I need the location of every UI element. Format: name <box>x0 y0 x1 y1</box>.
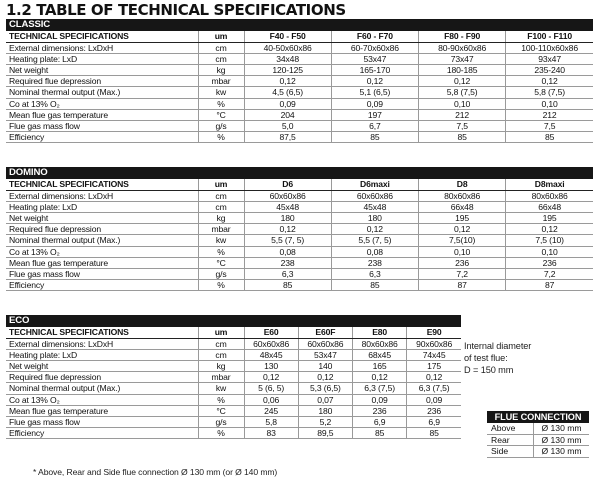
spec-label: Efficiency <box>6 428 198 439</box>
spec-label: Nominal thermal output (Max.) <box>6 87 198 98</box>
spec-label: Efficiency <box>6 280 198 291</box>
spec-value: 0,12 <box>298 372 352 383</box>
table-row <box>6 224 593 235</box>
header-label: TECHNICAL SPECIFICATIONS <box>6 327 198 339</box>
table-row <box>6 428 461 439</box>
flue-connection-table <box>487 423 589 458</box>
spec-value: 0,12 <box>244 372 298 383</box>
test-flue-note-line: of test flue: <box>464 353 508 364</box>
spec-value: 5,0 <box>244 120 331 131</box>
spec-value: 236 <box>353 405 407 416</box>
spec-label: Flue gas mass flow <box>6 416 198 427</box>
spec-value: 175 <box>407 360 461 371</box>
spec-value: 180 <box>331 212 418 223</box>
page-title: 1.2 TABLE OF TECHNICAL SPECIFICATIONS <box>6 1 346 19</box>
spec-label: Heating plate: LxD <box>6 349 198 360</box>
spec-value: 89,5 <box>298 428 352 439</box>
table-row <box>6 416 461 427</box>
spec-value: 4,5 (6,5) <box>244 87 331 98</box>
model-column-header: E90 <box>407 327 461 339</box>
section-title-row <box>6 315 461 327</box>
spec-unit: cm <box>198 190 244 201</box>
model-column-header: D8maxi <box>506 179 593 191</box>
table-row <box>6 383 461 394</box>
spec-value: 85 <box>506 132 593 143</box>
spec-table-domino <box>6 167 593 291</box>
spec-value: 6,3 (7,5) <box>353 383 407 394</box>
spec-value: 0,12 <box>506 76 593 87</box>
spec-value: 7,5 (10) <box>506 235 593 246</box>
spec-value: 5,8 <box>244 416 298 427</box>
spec-label: Mean flue gas temperature <box>6 257 198 268</box>
spec-value: 7,2 <box>419 268 506 279</box>
spec-unit: g/s <box>198 268 244 279</box>
spec-value: 5,5 (7, 5) <box>331 235 418 246</box>
spec-value: 212 <box>506 109 593 120</box>
model-column-header: F40 - F50 <box>244 31 331 43</box>
spec-value: 0,08 <box>244 246 331 257</box>
spec-unit: cm <box>198 53 244 64</box>
footnote: * Above, Rear and Side flue connection Ø 130 mm (or Ø 140 mm) <box>33 467 278 477</box>
spec-value: 0,12 <box>419 76 506 87</box>
table-row <box>6 338 461 349</box>
spec-label: Heating plate: LxD <box>6 53 198 64</box>
spec-value: 80-90x60x86 <box>419 42 506 53</box>
spec-value: 165-170 <box>331 64 418 75</box>
spec-unit: % <box>198 132 244 143</box>
spec-unit: kg <box>198 64 244 75</box>
spec-label: Flue gas mass flow <box>6 268 198 279</box>
spec-value: 5,8 (7,5) <box>419 87 506 98</box>
spec-value: 0,10 <box>419 98 506 109</box>
spec-value: 60x60x86 <box>298 338 352 349</box>
spec-value: 5,3 (6,5) <box>298 383 352 394</box>
header-unit: um <box>198 327 244 339</box>
spec-label: External dimensions: LxDxH <box>6 338 198 349</box>
spec-value: 6,3 (7,5) <box>407 383 461 394</box>
spec-value: 85 <box>407 428 461 439</box>
flue-row-value: Ø 130 mm <box>534 446 590 458</box>
table-row <box>6 268 593 279</box>
spec-unit: g/s <box>198 416 244 427</box>
spec-value: 0,12 <box>419 224 506 235</box>
table-row <box>6 212 593 223</box>
spec-unit: % <box>198 246 244 257</box>
spec-unit: kw <box>198 87 244 98</box>
model-column-header: E60 <box>244 327 298 339</box>
section-title: ECO <box>6 315 461 327</box>
spec-value: 236 <box>407 405 461 416</box>
spec-value: 5,5 (7, 5) <box>244 235 331 246</box>
spec-value: 60x60x86 <box>244 190 331 201</box>
table-row <box>6 257 593 268</box>
spec-value: 195 <box>506 212 593 223</box>
table-row <box>6 394 461 405</box>
table-header-row <box>6 327 461 339</box>
table-row <box>6 235 593 246</box>
spec-label: Required flue depression <box>6 372 198 383</box>
spec-value: 7,5 <box>419 120 506 131</box>
spec-value: 0,12 <box>244 76 331 87</box>
spec-value: 236 <box>506 257 593 268</box>
spec-unit: % <box>198 98 244 109</box>
spec-value: 140 <box>298 360 352 371</box>
spec-value: 6,7 <box>331 120 418 131</box>
table-row <box>6 98 593 109</box>
spec-value: 180 <box>298 405 352 416</box>
spec-value: 66x48 <box>506 201 593 212</box>
header-label: TECHNICAL SPECIFICATIONS <box>6 179 198 191</box>
flue-row-label: Above <box>487 423 534 434</box>
section-title: DOMINO <box>6 167 593 179</box>
spec-value: 80x60x86 <box>419 190 506 201</box>
table-row <box>6 280 593 291</box>
spec-unit: % <box>198 394 244 405</box>
spec-unit: °C <box>198 405 244 416</box>
spec-value: 0,12 <box>331 76 418 87</box>
table-row <box>6 246 593 257</box>
spec-value: 6,3 <box>331 268 418 279</box>
spec-value: 53x47 <box>298 349 352 360</box>
spec-value: 6,3 <box>244 268 331 279</box>
spec-value: 0,08 <box>331 246 418 257</box>
spec-value: 245 <box>244 405 298 416</box>
spec-value: 0,12 <box>506 224 593 235</box>
spec-value: 180 <box>244 212 331 223</box>
table-row <box>6 372 461 383</box>
spec-label: Required flue depression <box>6 76 198 87</box>
spec-label: Required flue depression <box>6 224 198 235</box>
spec-value: 0,12 <box>407 372 461 383</box>
spec-value: 0,10 <box>419 246 506 257</box>
spec-value: 0,12 <box>244 224 331 235</box>
model-column-header: F100 - F110 <box>506 31 593 43</box>
spec-value: 68x45 <box>353 349 407 360</box>
spec-value: 130 <box>244 360 298 371</box>
section-title-row <box>6 167 593 179</box>
spec-value: 6,9 <box>353 416 407 427</box>
table-row <box>6 360 461 371</box>
spec-value: 165 <box>353 360 407 371</box>
spec-label: Co at 13% O₂ <box>6 246 198 257</box>
spec-value: 90x60x86 <box>407 338 461 349</box>
spec-label: Net weight <box>6 64 198 75</box>
spec-value: 6,9 <box>407 416 461 427</box>
spec-value: 60x60x86 <box>244 338 298 349</box>
spec-label: Flue gas mass flow <box>6 120 198 131</box>
flue-row-rear <box>487 434 589 446</box>
spec-value: 83 <box>244 428 298 439</box>
spec-unit: mbar <box>198 372 244 383</box>
spec-unit: °C <box>198 257 244 268</box>
spec-unit: g/s <box>198 120 244 131</box>
model-column-header: D6maxi <box>331 179 418 191</box>
flue-connection-title: FLUE CONNECTION <box>487 411 589 423</box>
spec-value: 85 <box>353 428 407 439</box>
table-row <box>6 201 593 212</box>
test-flue-note-line: D = 150 mm <box>464 365 514 376</box>
spec-value: 45x48 <box>244 201 331 212</box>
spec-label: Mean flue gas temperature <box>6 405 198 416</box>
spec-value: 100-110x60x86 <box>506 42 593 53</box>
model-column-header: F60 - F70 <box>331 31 418 43</box>
spec-unit: % <box>198 280 244 291</box>
spec-value: 48x45 <box>244 349 298 360</box>
spec-value: 85 <box>331 280 418 291</box>
spec-value: 238 <box>244 257 331 268</box>
spec-value: 60x60x86 <box>331 190 418 201</box>
spec-label: Co at 13% O₂ <box>6 394 198 405</box>
spec-label: Nominal thermal output (Max.) <box>6 383 198 394</box>
spec-unit: °C <box>198 109 244 120</box>
flue-connection-box <box>487 411 589 458</box>
spec-unit: mbar <box>198 76 244 87</box>
section-title: CLASSIC <box>6 19 593 31</box>
table-row <box>6 53 593 64</box>
table-row <box>6 87 593 98</box>
spec-value: 195 <box>419 212 506 223</box>
spec-label: Co at 13% O₂ <box>6 98 198 109</box>
spec-value: 74x45 <box>407 349 461 360</box>
flue-row-label: Rear <box>487 434 534 446</box>
flue-row-above <box>487 423 589 434</box>
spec-unit: kg <box>198 360 244 371</box>
spec-label: Net weight <box>6 360 198 371</box>
spec-value: 0,10 <box>506 246 593 257</box>
spec-value: 0,12 <box>353 372 407 383</box>
spec-value: 0,09 <box>331 98 418 109</box>
spec-value: 204 <box>244 109 331 120</box>
spec-value: 5 (6, 5) <box>244 383 298 394</box>
spec-value: 66x48 <box>419 201 506 212</box>
spec-table-eco <box>6 315 461 439</box>
spec-value: 7,5(10) <box>419 235 506 246</box>
header-unit: um <box>198 179 244 191</box>
spec-label: Nominal thermal output (Max.) <box>6 235 198 246</box>
flue-row-side <box>487 446 589 458</box>
spec-unit: kg <box>198 212 244 223</box>
spec-label: Net weight <box>6 212 198 223</box>
spec-value: 5,8 (7,5) <box>506 87 593 98</box>
spec-value: 93x47 <box>506 53 593 64</box>
table-row <box>6 120 593 131</box>
spec-value: 212 <box>419 109 506 120</box>
spec-value: 60-70x60x86 <box>331 42 418 53</box>
spec-value: 73x47 <box>419 53 506 64</box>
spec-value: 180-185 <box>419 64 506 75</box>
spec-unit: cm <box>198 201 244 212</box>
spec-value: 85 <box>419 132 506 143</box>
table-row <box>6 76 593 87</box>
spec-value: 0,09 <box>244 98 331 109</box>
spec-value: 236 <box>419 257 506 268</box>
spec-value: 87 <box>506 280 593 291</box>
flue-row-label: Side <box>487 446 534 458</box>
spec-value: 40-50x60x86 <box>244 42 331 53</box>
spec-value: 120-125 <box>244 64 331 75</box>
spec-label: Mean flue gas temperature <box>6 109 198 120</box>
test-flue-note-line: Internal diameter <box>464 341 532 351</box>
header-unit: um <box>198 31 244 43</box>
table-header-row <box>6 179 593 191</box>
spec-value: 0,10 <box>506 98 593 109</box>
spec-value: 34x48 <box>244 53 331 64</box>
section-title-row <box>6 19 593 31</box>
spec-unit: cm <box>198 338 244 349</box>
spec-table-classic <box>6 19 593 143</box>
table-row <box>6 42 593 53</box>
spec-value: 5,2 <box>298 416 352 427</box>
spec-value: 0,09 <box>353 394 407 405</box>
model-column-header: D8 <box>419 179 506 191</box>
spec-value: 0,09 <box>407 394 461 405</box>
spec-value: 235-240 <box>506 64 593 75</box>
spec-value: 85 <box>331 132 418 143</box>
spec-value: 7,5 <box>506 120 593 131</box>
spec-value: 7,2 <box>506 268 593 279</box>
model-column-header: E80 <box>353 327 407 339</box>
spec-value: 5,1 (6,5) <box>331 87 418 98</box>
spec-label: Heating plate: LxD <box>6 201 198 212</box>
spec-unit: % <box>198 428 244 439</box>
table-row <box>6 64 593 75</box>
spec-value: 0,07 <box>298 394 352 405</box>
spec-unit: cm <box>198 349 244 360</box>
spec-value: 53x47 <box>331 53 418 64</box>
model-column-header: D6 <box>244 179 331 191</box>
spec-value: 87 <box>419 280 506 291</box>
spec-label: External dimensions: LxDxH <box>6 190 198 201</box>
table-row <box>6 132 593 143</box>
header-label: TECHNICAL SPECIFICATIONS <box>6 31 198 43</box>
spec-value: 197 <box>331 109 418 120</box>
spec-unit: cm <box>198 42 244 53</box>
spec-value: 238 <box>331 257 418 268</box>
spec-unit: mbar <box>198 224 244 235</box>
spec-value: 85 <box>244 280 331 291</box>
spec-label: Efficiency <box>6 132 198 143</box>
spec-value: 87,5 <box>244 132 331 143</box>
spec-value: 80x60x86 <box>506 190 593 201</box>
test-flue-note <box>464 340 594 377</box>
model-column-header: F80 - F90 <box>419 31 506 43</box>
spec-value: 0,06 <box>244 394 298 405</box>
table-row <box>6 190 593 201</box>
table-row <box>6 109 593 120</box>
table-header-row <box>6 31 593 43</box>
flue-row-value: Ø 130 mm <box>534 423 590 434</box>
spec-unit: kw <box>198 383 244 394</box>
spec-label: External dimensions: LxDxH <box>6 42 198 53</box>
flue-row-value: Ø 130 mm <box>534 434 590 446</box>
table-row <box>6 349 461 360</box>
spec-value: 0,12 <box>331 224 418 235</box>
model-column-header: E60F <box>298 327 352 339</box>
spec-unit: kw <box>198 235 244 246</box>
spec-value: 80x60x86 <box>353 338 407 349</box>
spec-value: 45x48 <box>331 201 418 212</box>
table-row <box>6 405 461 416</box>
